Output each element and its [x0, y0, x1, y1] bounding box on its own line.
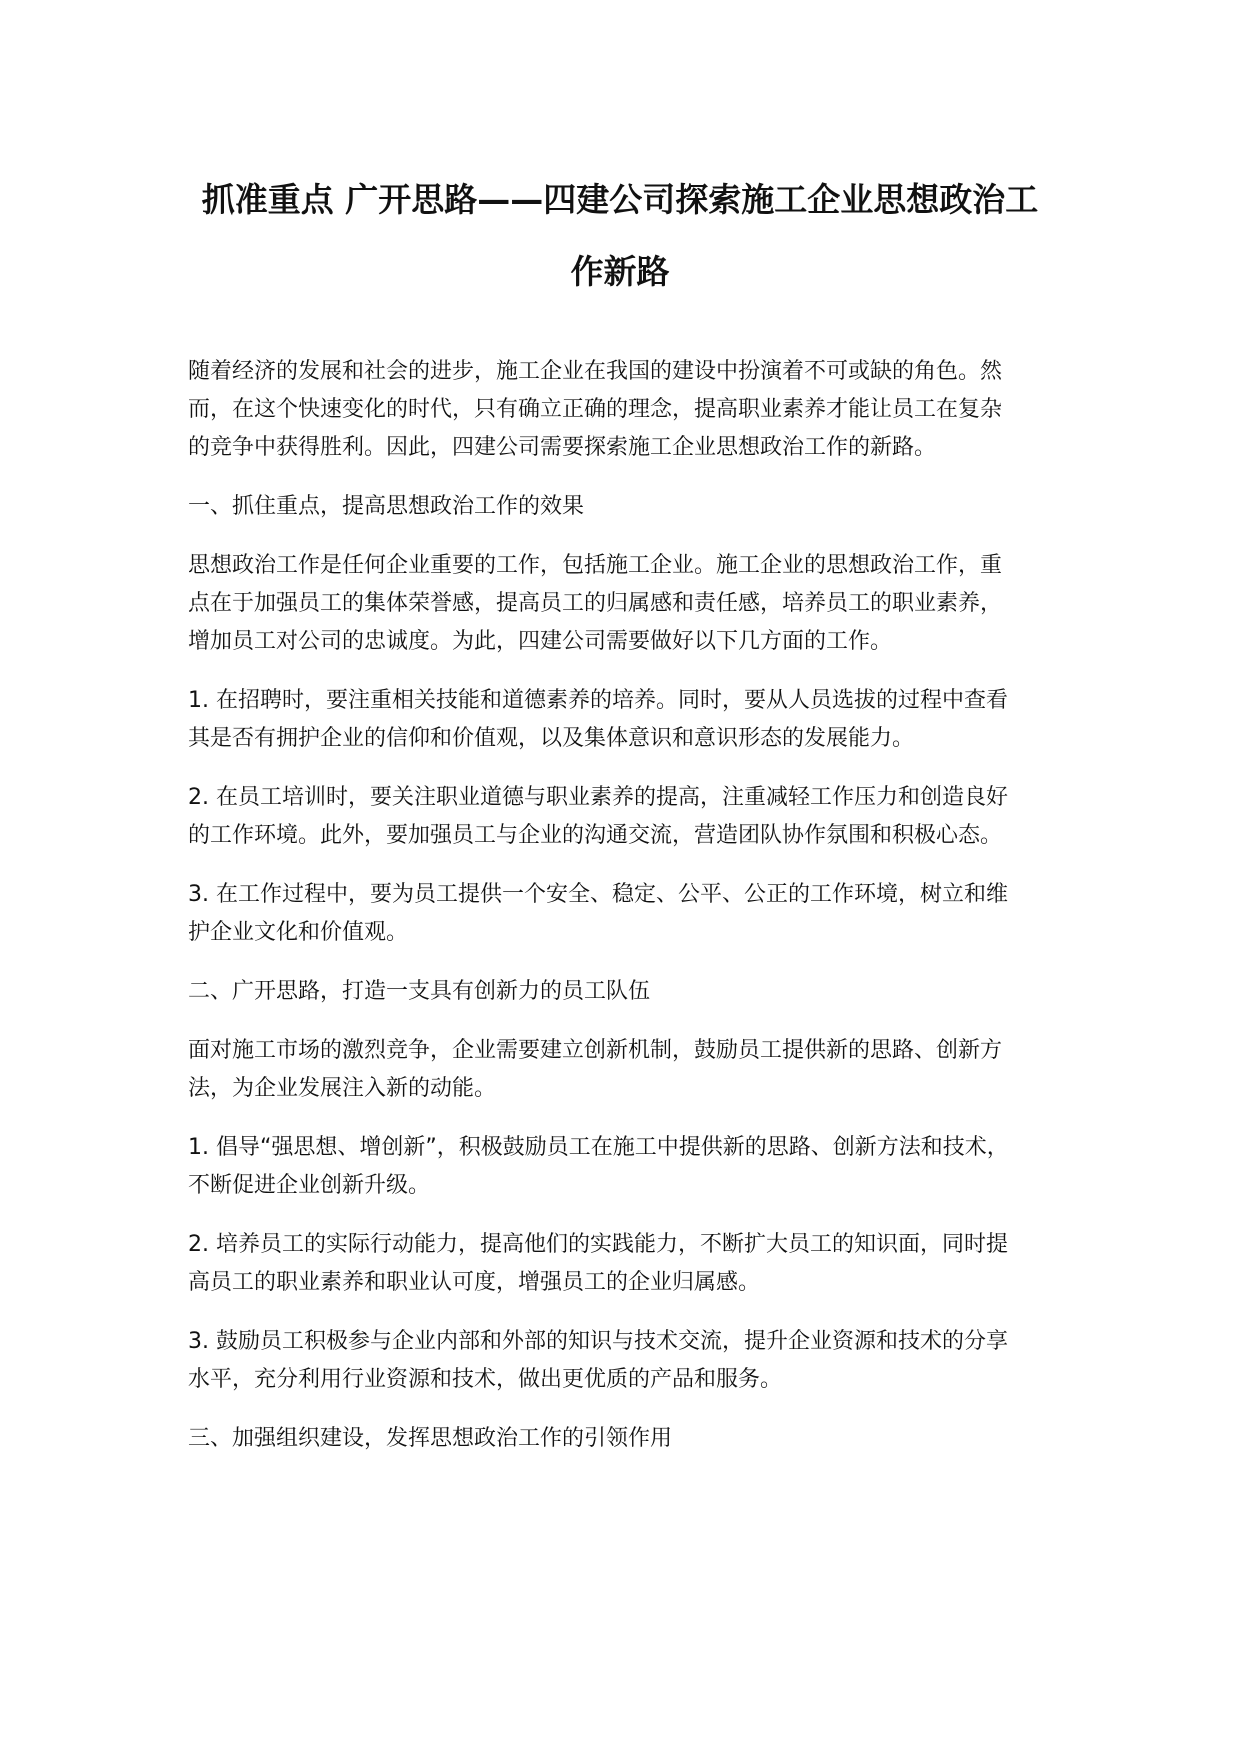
paragraph — [188, 353, 1088, 467]
paragraph-line: 一、抓住重点，提高思想政治工作的效果 — [188, 494, 585, 519]
paragraph-line: 1. 倡导“强思想、增创新”，积极鼓励员工在施工中提供新的思路、创新方法和技术， — [188, 1135, 1009, 1160]
paragraph-line: 的工作环境。此外，要加强员工与企业的沟通交流，营造团队协作氛围和积极心态。 — [188, 823, 1003, 848]
paragraph-line: 点在于加强员工的集体荣誉感，提高员工的归属感和责任感，培养员工的职业素养， — [188, 591, 1003, 616]
paragraph-line: 2. 在员工培训时，要关注职业道德与职业素养的提高，注重减轻工作压力和创造良好 — [188, 785, 1008, 810]
paragraph-line: 的竞争中获得胜利。因此，四建公司需要探索施工企业思想政治工作的新路。 — [188, 435, 937, 460]
paragraph-line: 3. 鼓励员工积极参与企业内部和外部的知识与技术交流，提升企业资源和技术的分享 — [188, 1329, 1008, 1354]
paragraph — [188, 1420, 1088, 1458]
paragraph — [188, 779, 1088, 855]
document-title-line-2: 作新路 — [570, 252, 670, 291]
paragraph-line: 3. 在工作过程中，要为员工提供一个安全、稳定、公平、公正的工作环境，树立和维 — [188, 882, 1008, 907]
paragraph-line: 法，为企业发展注入新的动能。 — [188, 1076, 497, 1101]
paragraph — [188, 488, 1088, 526]
paragraph-line: 不断促进企业创新升级。 — [188, 1173, 431, 1198]
paragraph — [188, 1323, 1088, 1399]
paragraph — [188, 973, 1088, 1011]
paragraph-line: 二、广开思路，打造一支具有创新力的员工队伍 — [188, 979, 651, 1004]
paragraph-line: 1. 在招聘时，要注重相关技能和道德素养的培养。同时，要从人员选拔的过程中查看 — [188, 688, 1008, 713]
paragraph-line: 护企业文化和价值观。 — [188, 920, 409, 945]
paragraph — [188, 1226, 1088, 1302]
paragraph — [188, 547, 1088, 661]
paragraph — [188, 1129, 1088, 1205]
paragraph-line: 水平，充分利用行业资源和技术，做出更优质的产品和服务。 — [188, 1367, 783, 1392]
paragraph-line: 其是否有拥护企业的信仰和价值观，以及集体意识和意识形态的发展能力。 — [188, 726, 915, 751]
paragraph — [188, 682, 1088, 758]
document-title-line-1: 抓准重点 广开思路——四建公司探索施工企业思想政治工 — [201, 180, 1039, 219]
paragraph — [188, 1032, 1088, 1108]
paragraph-line: 增加员工对公司的忠诚度。为此，四建公司需要做好以下几方面的工作。 — [188, 629, 893, 654]
paragraph-line: 三、加强组织建设，发挥思想政治工作的引领作用 — [188, 1426, 673, 1451]
paragraph-line: 2. 培养员工的实际行动能力，提高他们的实践能力，不断扩大员工的知识面，同时提 — [188, 1232, 1008, 1257]
paragraph-line: 面对施工市场的激烈竞争，企业需要建立创新机制，鼓励员工提供新的思路、创新方 — [188, 1038, 1003, 1063]
paragraph-line: 而，在这个快速变化的时代，只有确立正确的理念，提高职业素养才能让员工在复杂 — [188, 397, 1003, 422]
paragraph-line: 高员工的职业素养和职业认可度，增强员工的企业归属感。 — [188, 1270, 761, 1295]
paragraph-line: 思想政治工作是任何企业重要的工作，包括施工企业。施工企业的思想政治工作，重 — [188, 553, 1003, 578]
paragraph-line: 随着经济的发展和社会的进步，施工企业在我国的建设中扮演着不可或缺的角色。然 — [188, 359, 1003, 384]
paragraph — [188, 876, 1088, 952]
document-body — [188, 353, 1088, 1479]
